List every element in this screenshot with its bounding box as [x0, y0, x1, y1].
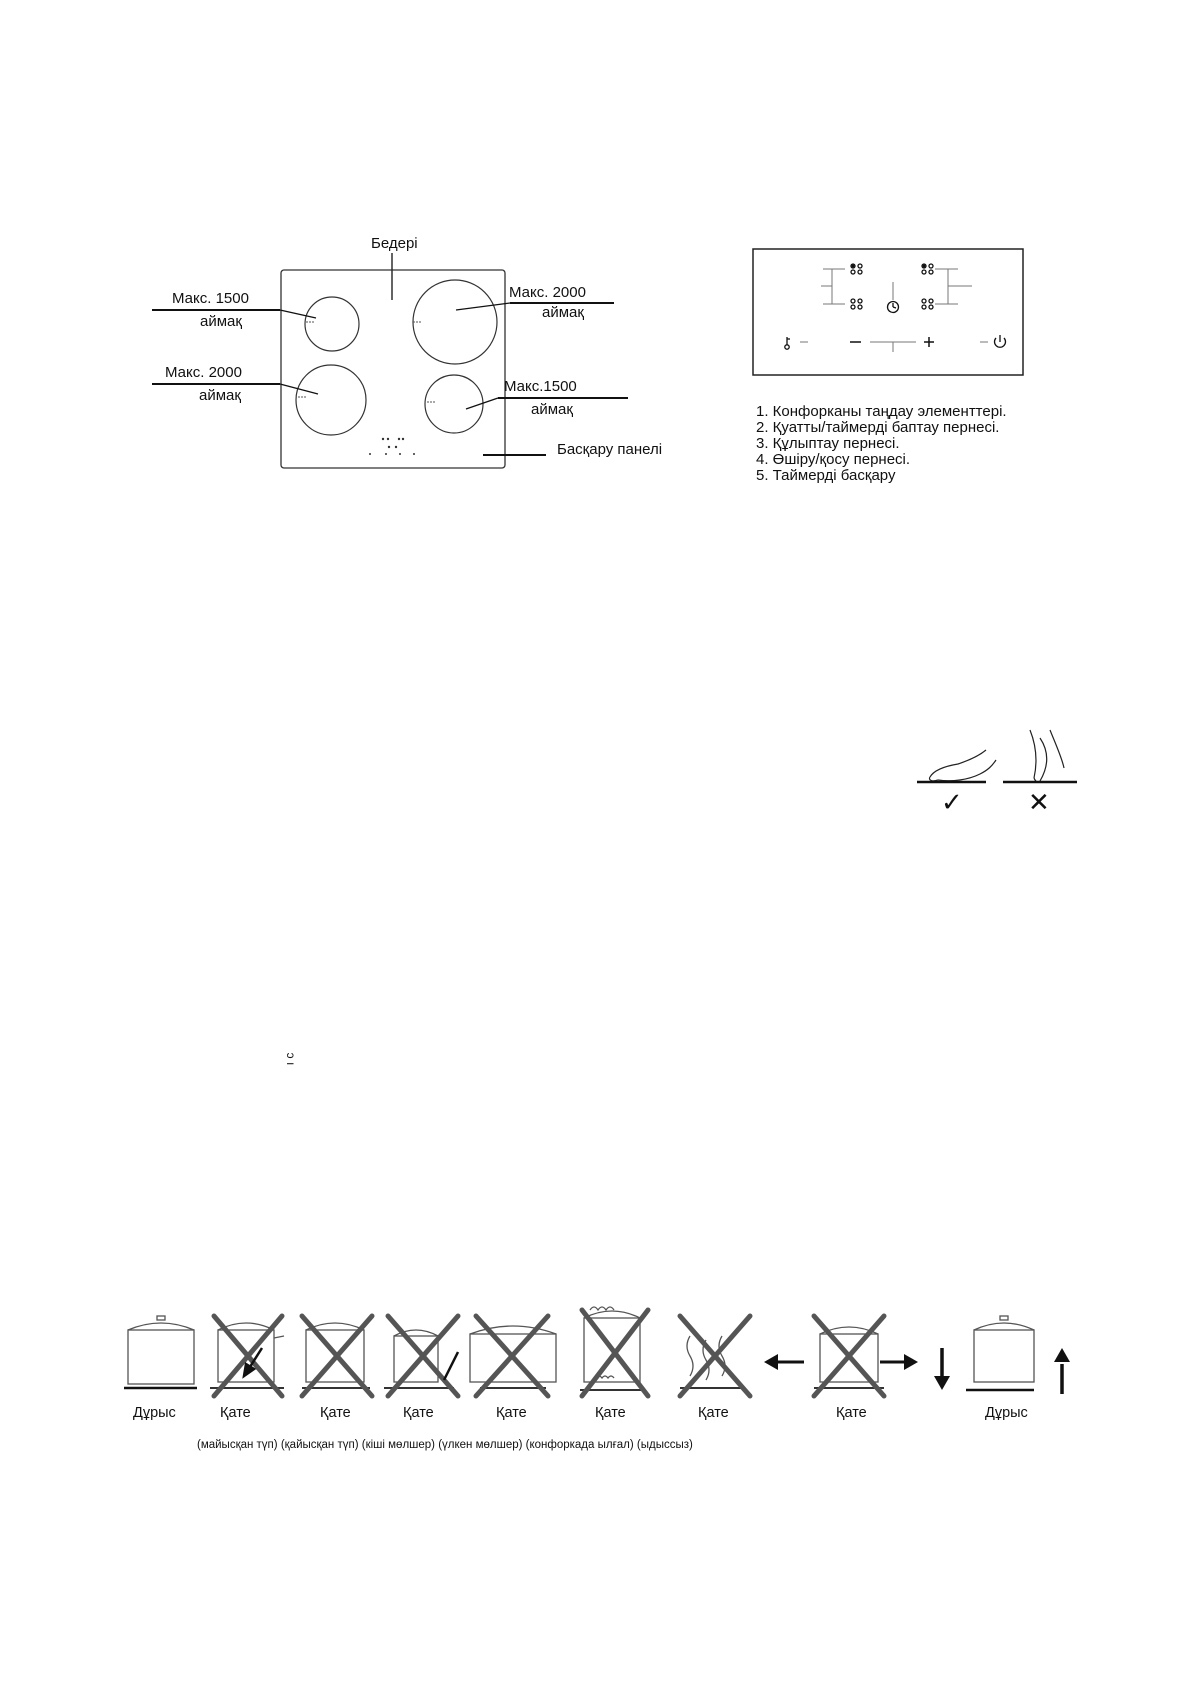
caption-wrong-1: Қате [220, 1405, 251, 1421]
cross-marks [214, 1310, 884, 1396]
zone-4-max-label: Макс.1500 [504, 378, 577, 395]
caption-wrong-5: Қате [595, 1405, 626, 1421]
zone-2-area-label: аймақ [542, 304, 584, 321]
wrong-cross-icon: ✕ [1028, 788, 1050, 818]
zone-3-area-label: аймақ [199, 387, 241, 404]
legend-item-4: 4. Өшіру/қосу пернесі. [756, 451, 911, 468]
pot-correct-2-icon [966, 1316, 1034, 1390]
pot-correct-1-icon [124, 1316, 197, 1388]
caption-wrong-4: Қате [496, 1405, 527, 1421]
zone-2-max-label: Макс. 2000 [509, 284, 586, 301]
caption-wrong-7: Қате [836, 1405, 867, 1421]
caption-wrong-2: Қате [320, 1405, 351, 1421]
zone-3-max-label: Макс. 2000 [165, 364, 242, 381]
correct-check-icon: ✓ [941, 788, 963, 818]
stray-mark: ı c [282, 1052, 297, 1066]
caption-correct-1: Дұрыс [133, 1405, 176, 1421]
legend-item-2: 2. Қуатты/таймерді баптау пернесі. [756, 419, 1000, 436]
frame-label: Бедері [371, 235, 418, 252]
legend-item-1: 1. Конфорканы таңдау элементтері. [756, 403, 1007, 420]
cookware-notes: (майысқан түп) (қайысқан түп) (кіші мөлшер) (үлкен мөлшер) (конфоркада ылғал) (ыдыссыз) [197, 1439, 693, 1451]
caption-wrong-3: Қате [403, 1405, 434, 1421]
zone-1-area-label: аймақ [200, 313, 242, 330]
zone-1-max-label: Макс. 1500 [172, 290, 249, 307]
control-panel-label: Басқару панелі [557, 441, 663, 458]
legend-item-5: 5. Таймерді басқару [756, 467, 896, 484]
caption-wrong-6: Қате [698, 1405, 729, 1421]
legend-item-3: 3. Құлыптау пернесі. [756, 435, 900, 452]
zone-4-area-label: аймақ [531, 401, 573, 418]
caption-correct-2: Дұрыс [985, 1405, 1028, 1421]
